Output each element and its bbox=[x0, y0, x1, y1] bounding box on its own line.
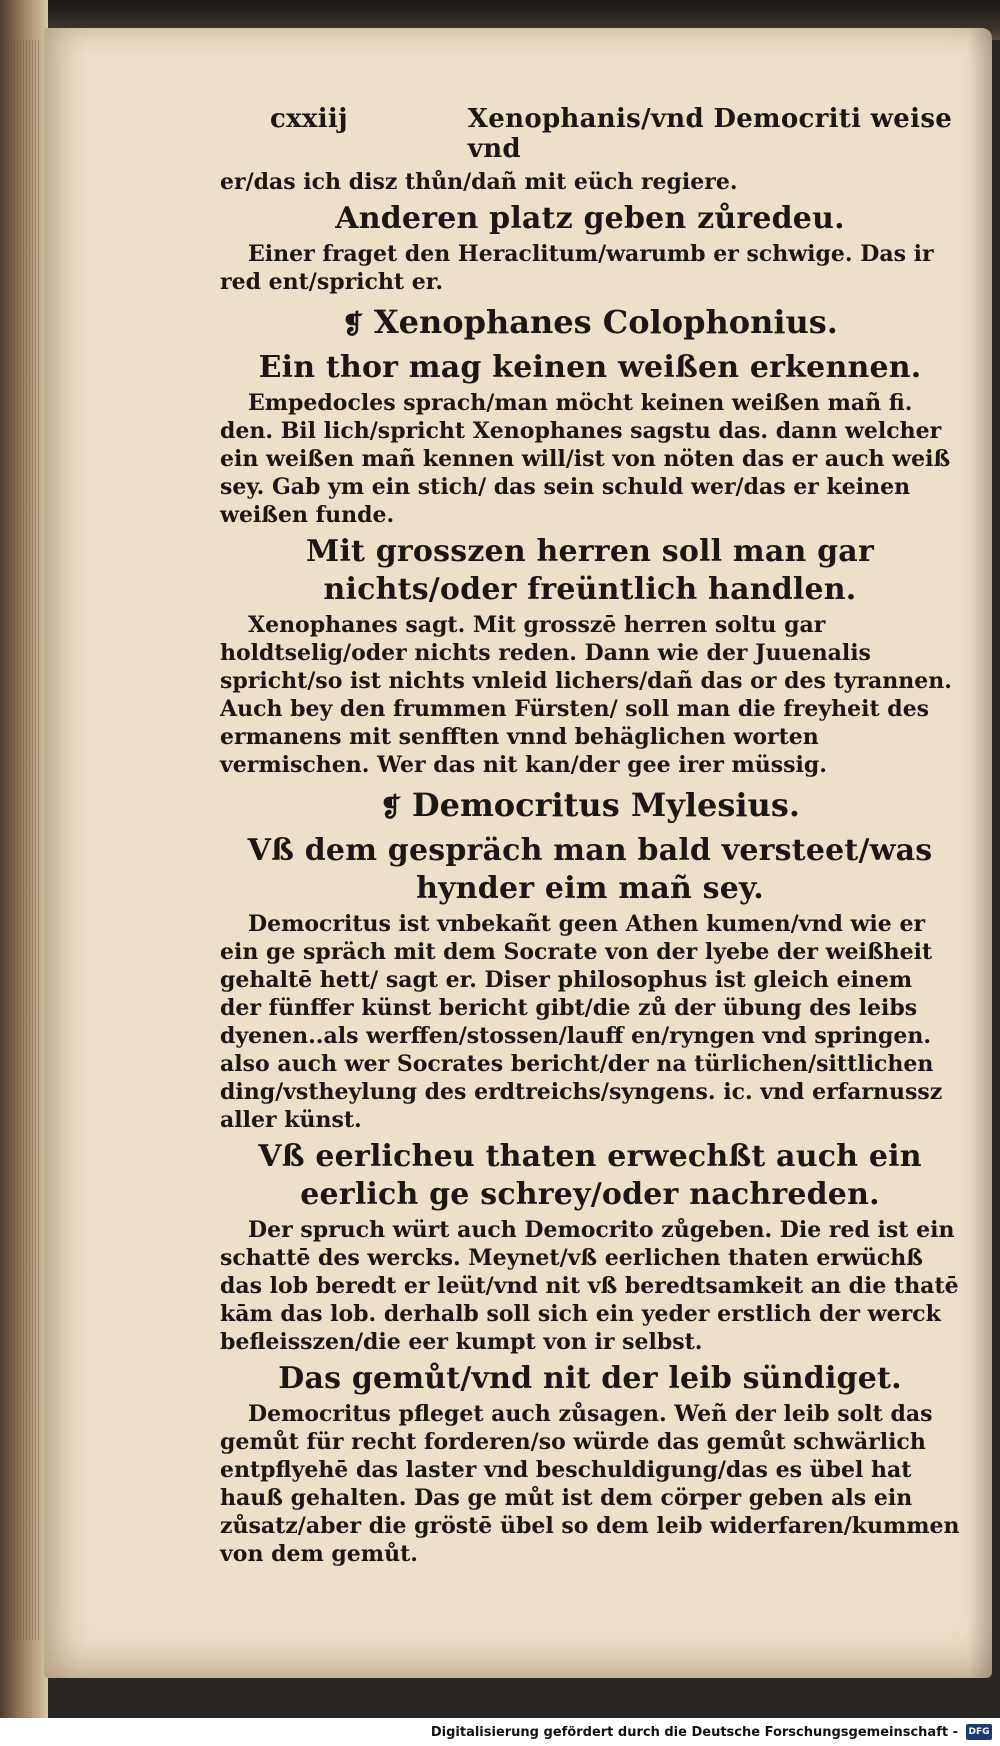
section-2 bbox=[220, 302, 960, 529]
footer-credit: Digitalisierung gefördert durch die Deutsche Forschungsgemeinschaft - bbox=[430, 1724, 958, 1740]
digitization-footer bbox=[0, 1718, 1000, 1746]
intro-line: er/das ich disz thůn/dañ mit eüch regiere. bbox=[220, 169, 738, 195]
author-heading bbox=[220, 302, 960, 345]
section-heading: Vß dem gespräch man bald versteet/was hynder eim mañ sey. bbox=[247, 833, 933, 906]
dfg-logo-icon: DFG bbox=[966, 1724, 992, 1740]
running-title: Xenophanis/vnd Democriti weise vnd bbox=[467, 104, 953, 164]
author-heading bbox=[220, 785, 960, 828]
section-heading: Das gemůt/vnd nit der leib sündiget. bbox=[278, 1361, 902, 1396]
section-5 bbox=[220, 1138, 960, 1356]
section-3 bbox=[220, 533, 960, 779]
section-1 bbox=[220, 200, 960, 296]
section-body: Xenophanes sagt. Mit grosszē herren soltu gar holdtselig/oder nichts reden. Dann wie der Juuenalis spricht/so ist nichts vnleid lichers/dañ das or des tyrannen. Auch bey den frummen Fürsten/ soll man die freyheit des ermanens mit senfften vnnd behäglichen worten vermischen. Wer das nit kan/der gee irer müssig. bbox=[220, 612, 952, 778]
author-name: Xenophanes Colophonius. bbox=[373, 303, 838, 341]
author-name: Democritus Mylesius. bbox=[411, 786, 800, 824]
page-shadow bbox=[968, 28, 992, 1678]
section-body: Democritus pfleget auch zůsagen. Weñ der leib solt das gemůt für recht forderen/so würde das gemůt schwärlich entpflyehē das laster vnd beschuldigung/das es übel hat hauß gehalten. Das ge můt ist dem cörper geben als ein zůsatz/aber die gröstē übel so dem leib widerfaren/kummen von dem gemůt. bbox=[220, 1401, 960, 1567]
pilcrow-icon: ❡ bbox=[342, 310, 364, 340]
section-6 bbox=[220, 1360, 960, 1568]
section-body: Democritus ist vnbekañt geen Athen kumen/vnd wie er ein ge spräch mit dem Socrate von der lyebe der weißheit gehaltē hett/ sagt er. Diser philosophus ist gleich einem der fünffer künst bericht gibt/die zů der übung des leibs dyenen..als werffen/stossen/lauff en/ryngen vnd springen. also auch wer Socrates bericht/der na türlichen/sittlichen ding/vstheylung des erdtreichs/syngens. ic. vnd erfarnussz aller künst. bbox=[220, 911, 943, 1133]
book-page-edges bbox=[0, 0, 48, 1746]
section-4 bbox=[220, 785, 960, 1134]
page-edge-lines bbox=[8, 40, 40, 1640]
folio-number: cxxiij bbox=[270, 104, 348, 134]
pilcrow-icon: ❡ bbox=[380, 793, 402, 823]
section-body: Einer fraget den Heraclitum/warumb er schwige. Das ir red ent/spricht er. bbox=[220, 241, 934, 295]
text-block bbox=[220, 104, 960, 1572]
section-body: Der spruch würt auch Democrito zůgeben. Die red ist ein schattē des wercks. Meynet/vß eerlichen thaten erwüchß das lob beredt er leüt/vnd nit vß beredtsamkeit an die thatē kām das lob. derhalb soll sich ein yeder erstlich der werck befleisszen/die eer kumpt von ir selbst. bbox=[220, 1217, 959, 1355]
section-heading: Ein thor mag keinen weißen erkennen. bbox=[258, 350, 922, 385]
section-heading: Mit grosszen herren soll man gar nichts/oder freüntlich handlen. bbox=[306, 534, 874, 607]
section-heading: Vß eerlicheu thaten erwechßt auch ein eerlich ge schrey/oder nachreden. bbox=[258, 1139, 922, 1212]
running-head bbox=[270, 104, 960, 164]
section-body: Empedocles sprach/man möcht keinen weißen mañ fi. den. Bil lich/spricht Xenophanes sagstu das. dann welcher ein weißen mañ kennen will/ist von nöten das er auch weiß sey. Gab ym ein stich/ das sein schuld wer/das er keinen weißen funde. bbox=[220, 390, 951, 528]
section-heading: Anderen platz geben zůredeu. bbox=[335, 201, 845, 236]
